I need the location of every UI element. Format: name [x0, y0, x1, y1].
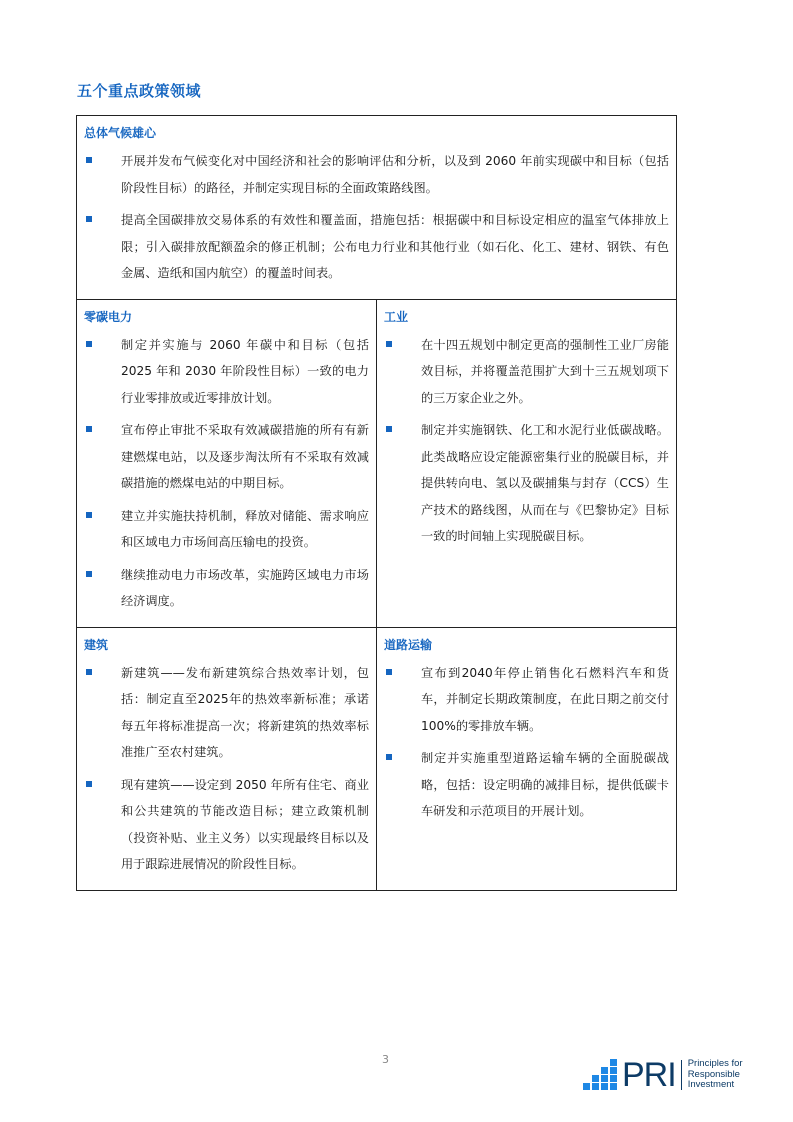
bullet-square-icon: [386, 341, 392, 347]
list-item: 提高全国碳排放交易体系的有效性和覆盖面，措施包括：根据碳中和目标设定相应的温室气体排放上限；引入碳排放配额盈余的修正机制；公布电力行业和其他行业（如石化、化工、建材、钢铁、有色金属、造纸和国内航空）的覆盖时间表。: [84, 207, 669, 287]
bullet-square-icon: [86, 512, 92, 518]
list-item: 制定并实施重型道路运输车辆的全面脱碳战略，包括：设定明确的减排目标，提供低碳卡车研发和示范项目的开展计划。: [384, 745, 669, 825]
table-row-power-industry: [77, 299, 676, 627]
page-number: 3: [382, 1053, 389, 1066]
list-item: 继续推动电力市场改革，实施跨区域电力市场经济调度。: [84, 562, 369, 615]
section-title-climate: 总体气候雄心: [84, 126, 157, 140]
table-row-buildings-transport: [77, 627, 676, 890]
pri-logo-letters: PRI: [622, 1056, 676, 1094]
list-item: 宣布停止审批不采取有效减碳措施的所有有新建燃煤电站，以及逐步淘汰所有不采取有效减碳措施的燃煤电站的中期目标。: [84, 417, 369, 497]
bullet-list-buildings: [84, 660, 369, 878]
list-item: 制定并实施钢铁、化工和水泥行业低碳战略。此类战略应设定能源密集行业的脱碳目标，并提供转向电、氢以及碳捕集与封存（CCS）生产技术的路线图，从而在与《巴黎协定》目标一致的时间轴上实现脱碳目标。: [384, 417, 669, 550]
section-buildings: [77, 628, 377, 890]
list-item: 宣布到2040年停止销售化石燃料汽车和货车，并制定长期政策制度，在此日期之前交付 100%的零排放车辆。: [384, 660, 669, 740]
bullet-list-power: [84, 332, 369, 615]
bullet-square-icon: [386, 669, 392, 675]
bullet-square-icon: [86, 426, 92, 432]
table-row-climate: [77, 116, 676, 299]
list-item: 开展并发布气候变化对中国经济和社会的影响评估和分析，以及到 2060 年前实现碳中和目标（包括阶段性目标）的路径，并制定实现目标的全面政策路线图。: [84, 148, 669, 201]
bullet-square-icon: [86, 781, 92, 787]
section-title-transport: 道路运输: [384, 637, 433, 652]
list-item: 在十四五规划中制定更高的强制性工业厂房能效目标，并将覆盖范围扩大到十三五规划项下的三万家企业之外。: [384, 332, 669, 412]
section-power: [77, 300, 377, 627]
section-industry: [377, 300, 676, 627]
bullet-square-icon: [386, 426, 392, 432]
page-title: 五个重点政策领域: [77, 82, 202, 100]
list-item: 建立并实施扶持机制，释放对储能、需求响应和区域电力市场间高压输电的投资。: [84, 503, 369, 556]
bullet-square-icon: [386, 754, 392, 760]
bullet-list-industry: [384, 332, 669, 550]
bullet-list-climate: [84, 148, 669, 287]
list-item: 制定并实施与 2060 年碳中和目标（包括 2025 年和 2030 年阶段性目标）一致的电力行业零排放或近零排放计划。: [84, 332, 369, 412]
pri-logo: [583, 1058, 743, 1092]
bullet-square-icon: [86, 669, 92, 675]
section-climate: [77, 116, 676, 299]
policy-table: [76, 115, 677, 891]
section-title-power: 零碳电力: [84, 309, 133, 324]
pri-logo-squares-icon: [583, 1059, 619, 1091]
bullet-square-icon: [86, 341, 92, 347]
bullet-square-icon: [86, 216, 92, 222]
list-item: 现有建筑——设定到 2050 年所有住宅、商业和公共建筑的节能改造目标；建立政策机制（投资补贴、业主义务）以实现最终目标以及用于跟踪进展情况的阶段性目标。: [84, 772, 369, 878]
bullet-square-icon: [86, 571, 92, 577]
section-transport: [377, 628, 676, 890]
section-title-industry: 工业: [384, 309, 409, 324]
bullet-square-icon: [86, 157, 92, 163]
pri-logo-tagline: Principles for Responsible Investment: [687, 1058, 743, 1091]
logo-divider: [681, 1060, 682, 1090]
section-title-buildings: 建筑: [84, 637, 109, 652]
list-item: 新建筑——发布新建筑综合热效率计划，包括：制定直至2025年的热效率新标准；承诺每五年将标准提高一次；将新建筑的热效率标准推广至农村建筑。: [84, 660, 369, 766]
bullet-list-transport: [384, 660, 669, 825]
